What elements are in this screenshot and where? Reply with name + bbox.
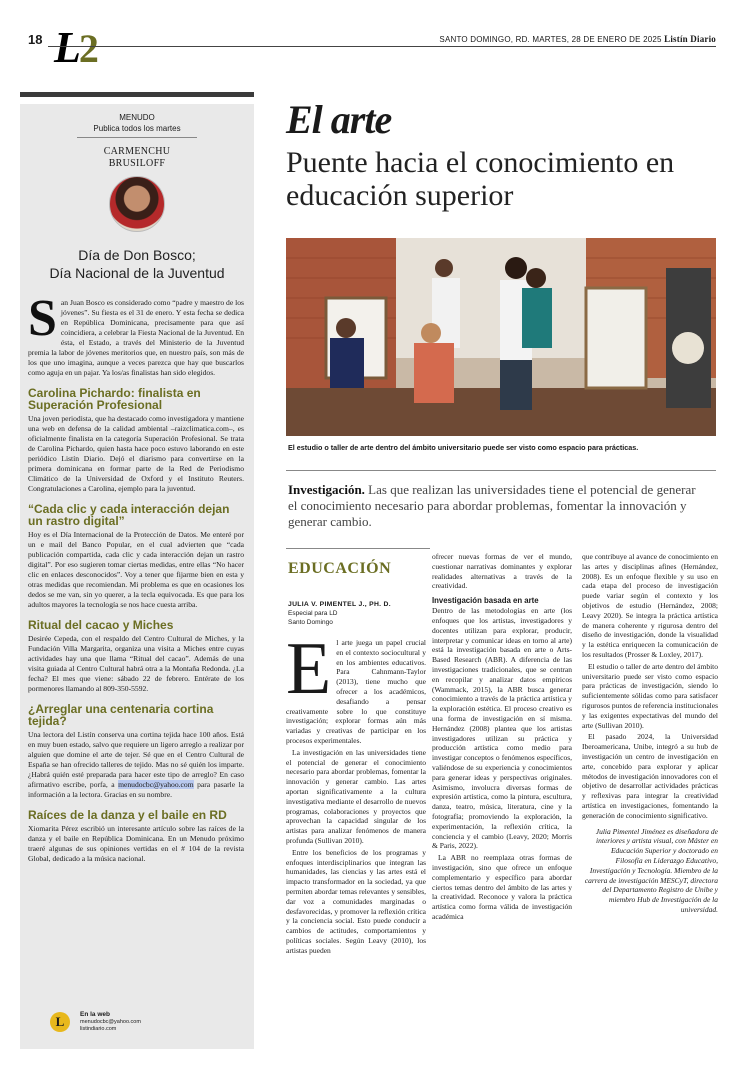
column-title [20,246,254,282]
para-rastro-digital: Hoy es el Día Internacional de la Protección de Datos. Me enteré por un e mail del Banco Popular, en el cual advierten que “cada publicación compartida, cada clic y cada interacción dejan un rastro digital”. Por eso sugieren tomar ciertas medidas, entre ellas “No hacer clic en enlaces desconocidos”. Voy a tener que fijarme bien en esta y otras medidas que recomiendan. Mi problema es que en ocasiones los dedos se me van, sin yo querer, a la tecla equivocada. Es que para los adultos mayores la tecnología se nos hace cuesta arriba. [28,530,244,609]
article-para-text: l arte juega un papel crucial en el contexto sociocultural y en los ambientes educativos. Para Cahnmann-Taylor (2013), tiene mucho que ofrecer a los académicos, desafiando a pensar creativamente sobre lo que constituye investigación; explorar formas aún más variadas y creativas de participar en los procesos experimentales. [286,638,426,745]
art-studio-photo [286,238,716,436]
column-title-line1: Día de Don Bosco; [78,247,196,263]
article-subhead: Investigación basada en arte [432,596,539,606]
byline-city: Santo Domingo [288,619,333,626]
author-first-name: CARMENCHU [103,146,171,157]
page-header [28,23,716,78]
photo-caption: El estudio o taller de arte dentro del ámbito universitario puede ser visto como espacio para prácticas. [288,443,639,452]
web-email[interactable]: menudocbc@yahoo.com [80,1019,141,1025]
byline-role: Especial para LD [288,610,338,617]
subhead-carolina: Carolina Pichardo: finalista en Superación Profesional [28,386,201,412]
listin-logo-icon: L [50,1012,70,1032]
section-rule [286,548,430,549]
photo-illustration [286,238,716,436]
web-info [80,1011,141,1033]
article-para: ofrecer nuevas formas de ver el mundo, cuestionar narrativas dominantes y explorar realidades alternativas a través de la creatividad. [432,552,572,591]
article-para: que contribuye al avance de conocimiento en las artes y disciplinas afines (Hernández, 2008). Es un enfoque flexible y su uso en cada etapa del proceso de investigación puede variar según el contexto y los objetivos de estudio (Hernández, 2008; Leavy 2020). Se integra la práctica artística de manera coherente y rigurosa dentro del diseño de investigación, donde la visualidad y la estética enriquecen la comunicación de los resultados (Prosser & Loxley, 2017). [582,552,718,659]
section-logo-number: 2 [78,26,99,71]
article-subtitle: Puente hacia el conocimiento en educación superior [286,146,675,212]
para-cortina [28,730,244,800]
author-last-name: BRUSILOFF [108,158,166,169]
section-logo-letter: L [54,23,81,72]
article-para [286,628,426,746]
subhead-cortina: ¿Arreglar una centenaria cortina tejida? [28,702,214,728]
sidebar-top-rule [20,92,254,97]
author-avatar [109,176,165,232]
dateline-text: SANTO DOMINGO, RD. MARTES, 28 DE ENERO DE 2025 [439,35,662,44]
author-bio: Julia Pimentel Jiménez es diseñadora de interiores y artista visual, con Máster en Educación Superior y doctorado en Filosofía en Liderazgo Educativo, Investigación y Tecnología. Miembro de la carrera de investigación MESCyT, directora del Departamento Registro de Unibe y miembro Hub de Investigación de la universidad. [584,826,718,914]
para-cacao: Desirée Cepeda, con el respaldo del Centro Cultural de Miches, y la Fundación Villa Margarita, organiza una visita a Miches entre cuyas actividades hay una que llama “Ritual del cacao”. Además de una visita guiada al Centro Cultural habrá otra a la Montaña Redonda. ¿La fecha? El mes que viene: sábado 22 de febrero. Entérate de los pormenores llamando al 809-350-5592. [28,634,244,693]
subhead-rastro-digital: “Cada clic y cada interacción dejan un rastro digital” [28,502,230,528]
article-para: Dentro de las metodologías en arte (los enfoques que los artistas, investigadores y docentes utilizan para explorar, producir, interpretar y comunicar ideas en torno al arte) está la investigación basada en arte o Arts-Based Research (ABR). A diferencia de las investigaciones tradicionales, que se centran en recopilar y analizar datos empíricos (Wammack, 2015), la ABR busca generar conocimiento a través de la práctica artística y la exploración estética. El proceso creativo es una forma de investigación en sí misma. Hernández (2008) plantea que los artistas investigadores utilizan su práctica y producción artística como medio para investigar conceptos o fenómenos específicos, valiéndose de su experiencia y conocimientos para generar ideas y perspectivas originales. Asimismo, involucra diversas formas de expresión artística, como la pintura, escultura, danza, teatro, música, literatura, cine y la fotografía; promoviendo la exploración, la experimentación, la reflexión crítica, la conciencia y el cambio (Leavy, 2020; Morris & Paris, 2022). [432,606,572,851]
article-para: El pasado 2024, la Universidad Iberoamericana, Unibe, integró a su hub de investigación un centro de investigación en arte, concebido para explorar y aplicar métodos de investigación innovadores con el objetivo de desarrollar actividades prácticas y reflexivas para integrar la creatividad artística en investigaciones, fomentando la generación de conocimiento significativo. [582,732,718,820]
dropcap: S [28,290,57,347]
byline-name: JULIA V. PIMENTEL J., PH. D. [288,601,391,608]
web-label: En la web [80,1011,110,1018]
paper-name: Listín Diario [664,34,716,44]
lead-text: Las que realizan las universidades tiene el potencial de generar el conocimiento necesario para abordar problemas, fomentar la innovación y generar cambio. [288,482,696,529]
article-title: El arte [286,97,392,142]
para-carolina: Una joven periodista, que ha destacado como investigadora y mantiene una web en defensa de la calidad ambiental –raizclimatica.com–, es oficialmente finalista en la categoría Superación Profesional. Se trata de Carolina Pichardo, quien hasta hace poco estuvo laborando en este periódico Listín Diario. Dejó el diarismo para convertirse en la primera dominicana en formar parte de la Red de Periodismo Climático de la Universidad de Oxford y el Instituto Reuters. Congratulaciones a Carolina, ejemplo para la juventud. [28,414,244,493]
lead-rule [286,470,716,471]
section-label: EDUCACIÓN [288,560,392,577]
column-body [20,282,254,864]
article-column-1 [286,628,426,958]
para-cortina-a: Una lectora del Listín conserva una cortina tejida hace 100 años. Está en muy buen estado, salvo que requiere un ligero arreglo a realizar por alguien que domine el arte de tejer. Sé que en el Centro Cultural de España se han ofrecido talleres de tejido. Mas no sé quién los imparte. ¿Habrá quién esté preparada para hacer este tipo de arreglo? En caso afirmativo escribe, porfa, a [28,730,244,789]
intro-text: an Juan Bosco es considerado como “padre y maestro de los jóvenes”. Su fiesta es el 31 de enero. Y esta fecha se dedica en República Dominicana, precisamente para que así coincidiera, a celebrar la Fiesta Nacional de la Juventud. En ésta, el Estado, a través del Ministerio de la Juventud premia la labor de jóvenes meritorios que, en nuestro país, son más de los que uno imagina, aunque a veces parezca que hay que buscarlos como aguja en un pajar. Ya los/as finalistas han sido elegidos. [28,298,244,377]
lead-bold: Investigación. [288,482,365,497]
para-cortina-b: para pasarle la información a la lectora. Gracias en su nombre. [28,780,245,799]
column-intro [28,290,244,378]
author-name [20,146,254,170]
subhead-cacao: Ritual del cacao y Miches [28,618,174,632]
article-para: La investigación en las universidades tiene el potencial de generar el conocimiento necesario para abordar problemas, fomentar la innovación y generar cambio. Las artes aportan significativamente a la cultura investigativa mediante el desarrollo de nuevos programas, colaboraciones y proyectos que aprovechan la capacidad singular de los artistas para analizar fenómenos de manera profunda (Sullivan 2010). [286,747,426,845]
page-number: 18 [28,32,43,47]
dateline [439,34,716,44]
article-dropcap: E [286,628,332,710]
para-danza: Xiomarita Pérez escribió un interesante artículo sobre las raíces de la danza y el baile en República Dominicana. En un Menudo próximo traeré algunas de sus opiniones vertidas en el # 104 de la revista Global, dedicado a la música nacional. [28,824,244,863]
header-rule [48,46,716,47]
web-site[interactable]: listindiario.com [80,1026,117,1032]
subhead-danza: Raíces de la danza y el baile en RD [28,808,227,822]
column-header [20,112,254,134]
article-para: El estudio o taller de arte dentro del ámbito universitario puede ser visto como espacio para prácticas de investigación, siendo lo suficientemente sólidas como para satisfacer rigurosos puntos de referencia institucionales y las exigentes expectativas del mundo del arte (Sullivan 2010). [582,661,718,730]
column-name: MENUDO [119,113,155,122]
email-link[interactable]: menudocbc@yahoo.com [118,780,194,789]
column-schedule: Publica todos los martes [93,124,181,133]
column-title-line2: Día Nacional de la Juventud [49,265,225,281]
article-para: Entre los beneficios de los programas y enfoques interdisciplinarios que integran las humanidades, las ciencias y las artes está el impacto transformador en la sociedad, ya que permiten abordar temas relevantes y sensibles, dar voz a comunidades marginadas o desfavorecidas, y promover la reflexión crítica y la conciencia social. Esto puede conducir a cambios de actitudes, comportamientos y políticas sociales. Según Leavy (2010), los artistas pueden [286,847,426,955]
article-para: La ABR no reemplaza otras formas de investigación, sino que ofrece un enfoque complementario y específico para abordar ciertos temas dentro del ámbito de las artes y la creatividad. Reconoce y valora la práctica artística como forma válida de investigación académica [432,853,572,921]
article-column-2 [432,552,572,924]
author-divider [77,137,197,138]
byline [288,600,428,627]
menudo-column [20,104,254,1049]
article-column-3 [582,552,718,917]
web-box [50,1011,141,1033]
article-lead [288,482,708,530]
